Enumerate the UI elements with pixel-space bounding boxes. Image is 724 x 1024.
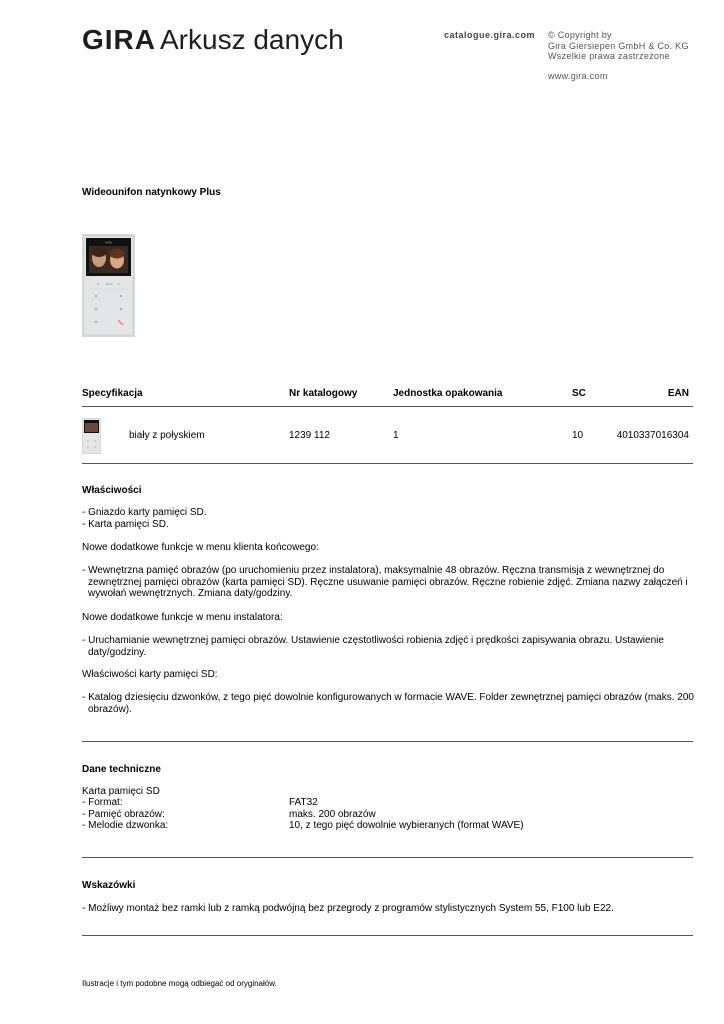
brand-name: GIRA — [82, 24, 156, 55]
tech-rule — [82, 857, 693, 858]
col-header-spec: Specyfikacja — [82, 388, 143, 399]
end-user-functions: - Wewnętrzna pamięć obrazów (po uruchomieniu przez instalatora), maksymalnie 48 obrazów. Ręczna transmisja z wewnętrznej do zewnętrznej pamięci obrazów (karta pamięci SD). Ręczne usuwanie pamięci obrazów. Ręczne robienie zdjęć. Zmiana nazwy załączeń i wywołań wewnętrznych. Zmiana daty/godziny. — [82, 565, 688, 599]
row-catalog-number: 1239 112 — [289, 430, 330, 441]
sd-card-heading: Właściwości karty pamięci SD: — [82, 669, 218, 680]
copyright-line-2: Gira Giersiepen GmbH & Co. KG — [548, 40, 689, 51]
svg-text:GIRA: GIRA — [104, 240, 113, 245]
end-user-heading: Nowe dodatkowe funkcje w menu klienta końcowego: — [82, 542, 319, 553]
copyright-line-1: © Copyright by — [548, 30, 612, 40]
copyright-line-3: Wszelkie prawa zastrzeżone — [548, 51, 670, 61]
features-line-sd-slot: - Gniazdo karty pamięci SD. — [82, 507, 207, 518]
tech-label-image-memory: - Pamięć obrazów: — [82, 809, 165, 820]
footer-disclaimer: Ilustracje i tym podobne mogą odbiegać od oryginałów. — [82, 979, 277, 988]
tech-value-ringtones: 10, z tego pięć dowolnie wybieranych (format WAVE) — [289, 820, 524, 831]
features-rule — [82, 741, 693, 742]
tech-subtitle: Karta pamięci SD — [82, 786, 160, 797]
tech-label-format: - Format: — [82, 797, 123, 808]
svg-text:▾: ▾ — [118, 282, 120, 286]
tech-label-ringtones: - Melodie dzwonka: — [82, 820, 169, 831]
col-header-catalog: Nr katalogowy — [289, 388, 358, 399]
row-sc: 10 — [572, 430, 584, 441]
row-packaging-unit: 1 — [393, 430, 399, 441]
tech-value-format: FAT32 — [289, 797, 318, 808]
row-thumbnail-image — [82, 418, 101, 454]
table-bottom-rule — [82, 463, 693, 464]
row-ean: 4010337016304 — [616, 430, 689, 441]
notes-rule — [82, 935, 693, 936]
col-header-ean: EAN — [667, 388, 689, 399]
installer-functions: - Uruchamianie wewnętrznej pamięci obrazów. Ustawienie częstotliwości robienia zdjęć i prędkości zapisywania obrazu. Ustawienie daty/godziny. — [82, 635, 664, 658]
catalogue-link[interactable]: catalogue.gira.com — [444, 30, 536, 40]
product-image — [82, 234, 135, 337]
features-title: Właściwości — [82, 485, 142, 496]
col-header-sc: SC — [572, 388, 586, 399]
sd-card-properties: - Katalog dziesięciu dzwonków, z tego pięć dowolnie konfigurowanych w formacie WAVE. Folder zewnętrznej pamięci obrazów (maks. 200 obrazów). — [82, 692, 694, 715]
tech-value-image-memory: maks. 200 obrazów — [289, 809, 376, 820]
svg-text:✕: ✕ — [97, 282, 100, 286]
notes-item: - Możliwy montaż bez ramki lub z ramką podwójną bez przegrody z programów stylistycznych System 55, F100 lub E22. — [82, 903, 614, 914]
product-title: Wideounifon natynkowy Plus — [82, 187, 221, 198]
svg-text:Menu: Menu — [106, 282, 113, 286]
copyright-block — [548, 30, 689, 62]
document-type: Arkusz danych — [160, 24, 344, 55]
row-spec: biały z połyskiem — [129, 430, 205, 441]
notes-title: Wskazówki — [82, 880, 136, 891]
installer-heading: Nowe dodatkowe funkcje w menu instalatora: — [82, 612, 283, 623]
table-header-rule — [82, 406, 693, 407]
website-link[interactable]: www.gira.com — [548, 71, 608, 81]
col-header-unit: Jednostka opakowania — [393, 388, 503, 399]
tech-title: Dane techniczne — [82, 764, 161, 775]
features-line-sd-card: - Karta pamięci SD. — [82, 519, 169, 530]
brand-logo — [82, 26, 344, 54]
